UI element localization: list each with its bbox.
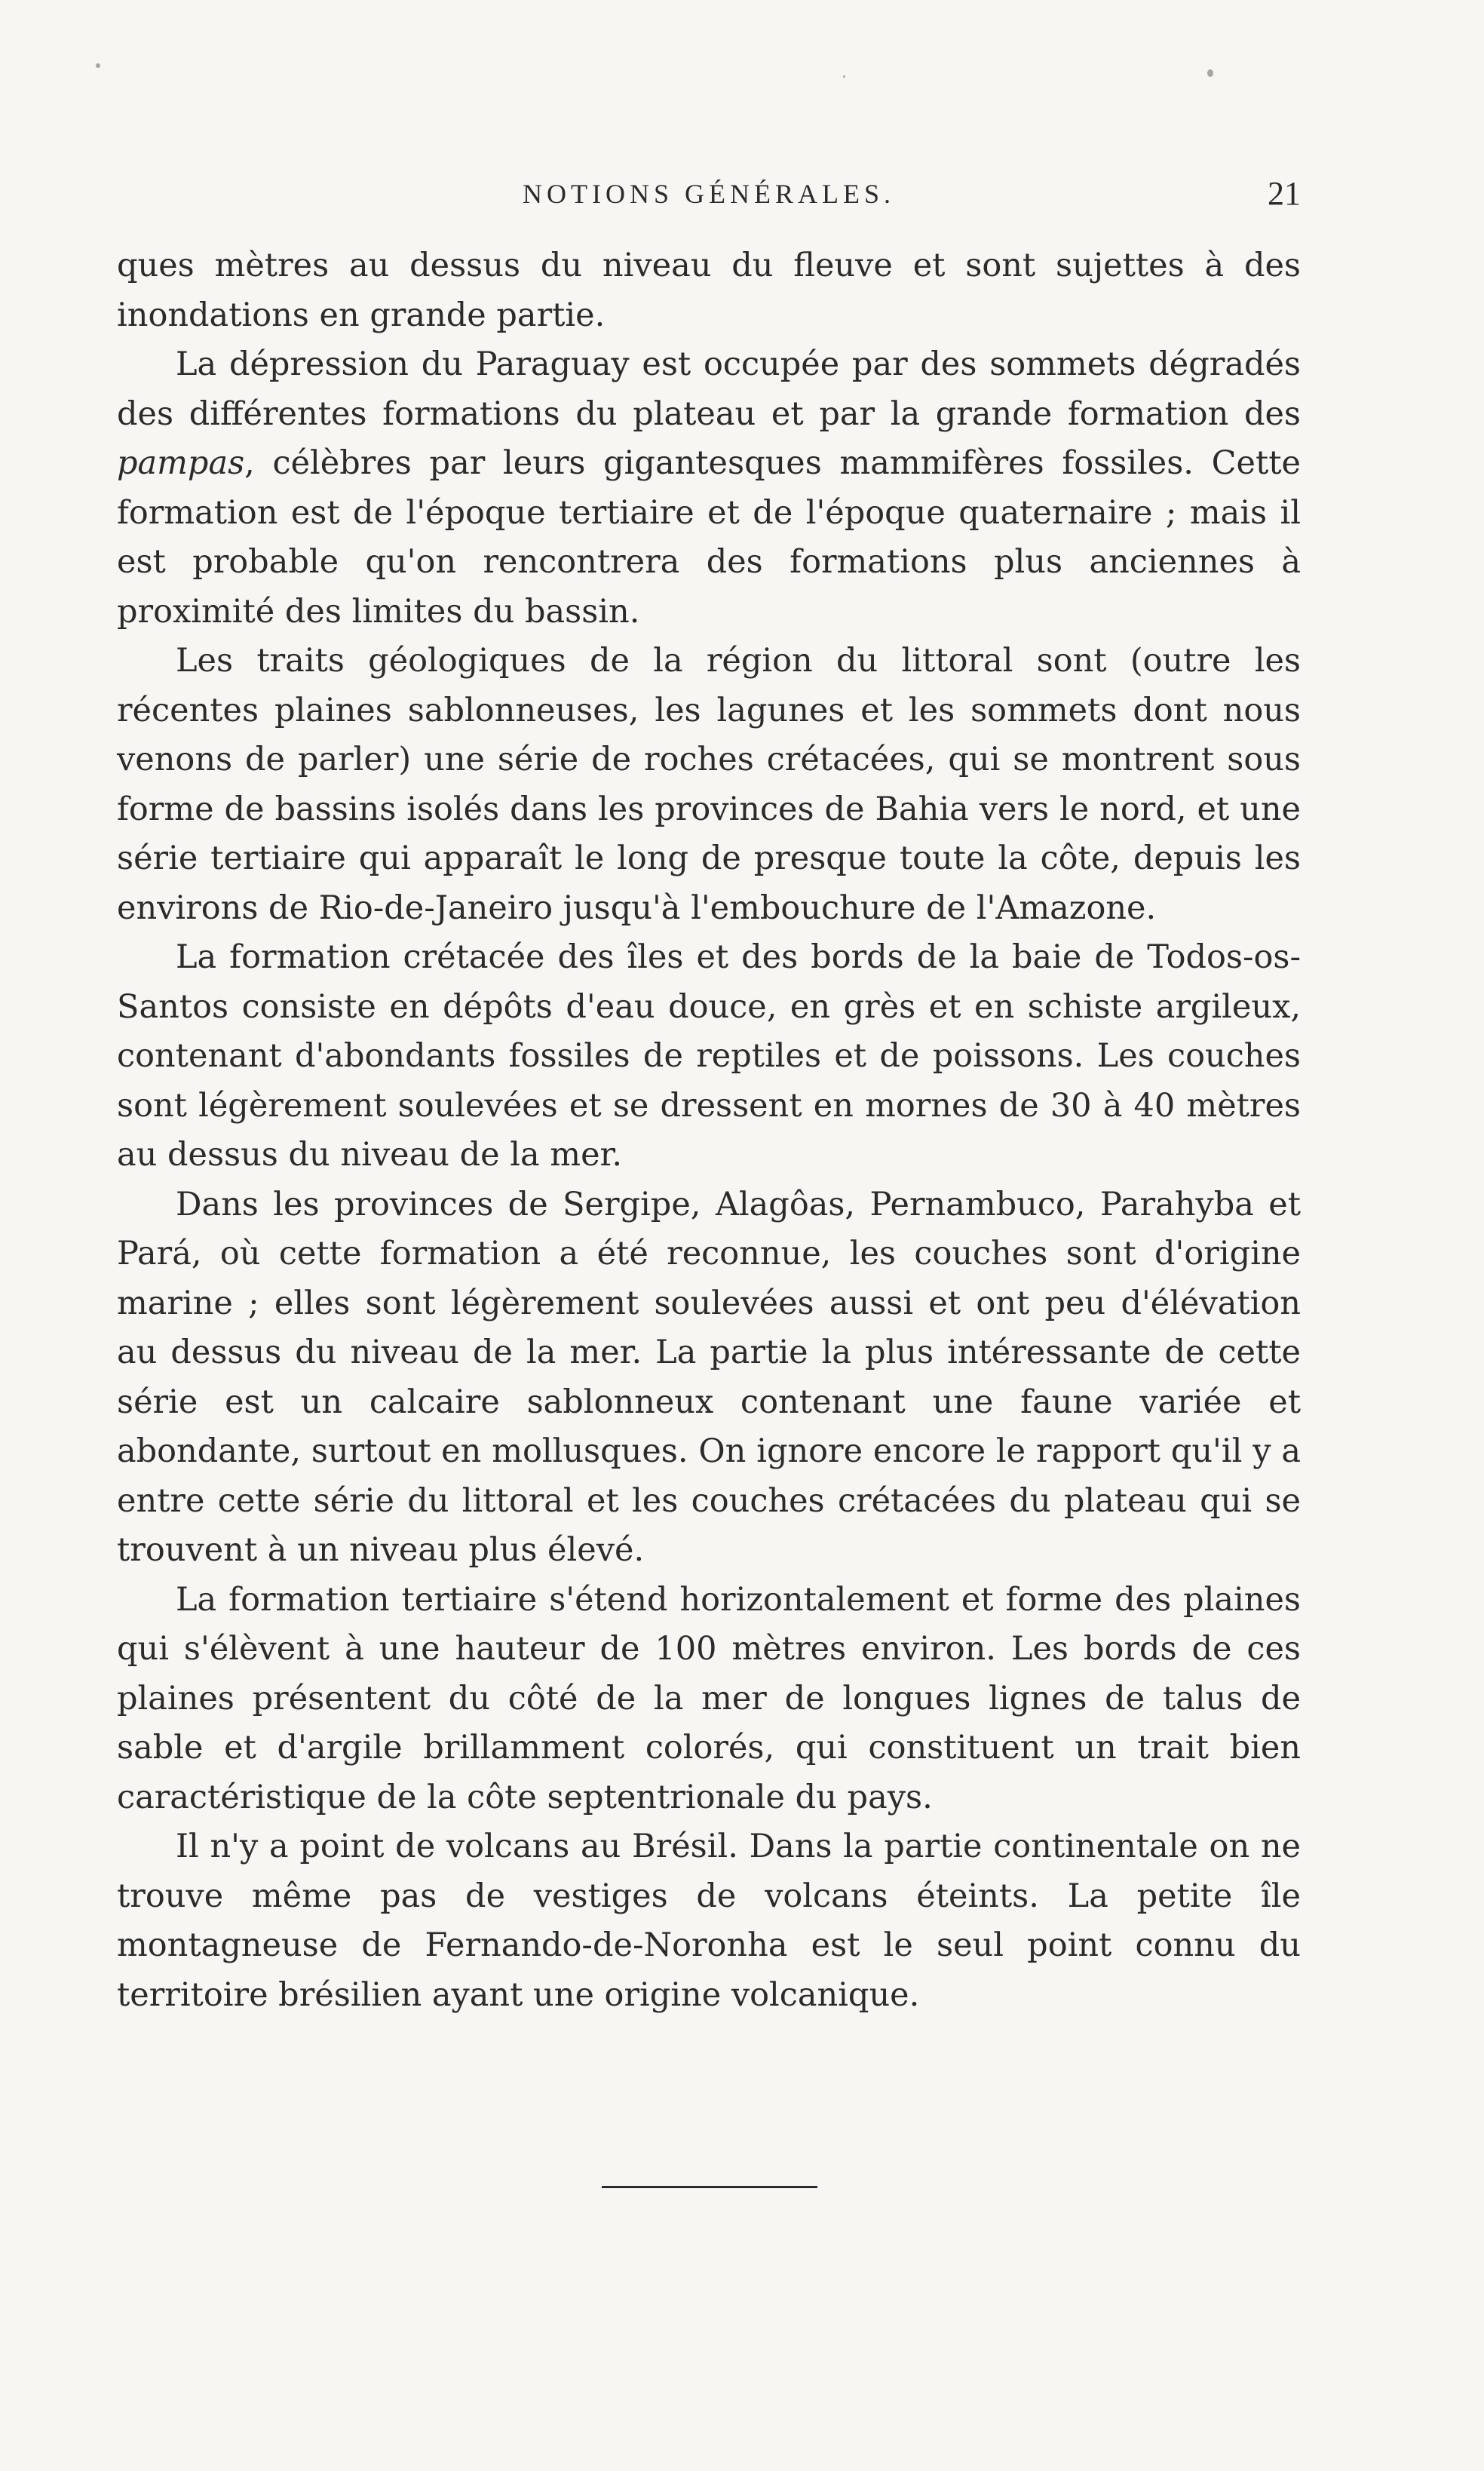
body-text: [117, 241, 1301, 2020]
page-number: 21: [1268, 175, 1301, 212]
paragraph-text: Dans les provinces de Sergipe, Alagôas, Pernambuco, Parahyba et Pará, où cette formation a été reconnue, les couches sont d'origine marine ; elles sont légèrement soulevées aussi et ont peu d'élévation au dessus du niveau de la mer. La partie la plus intéressante de cette série est un calcaire sablonneux contenant une faune variée et abondante, surtout en mollusques. On ignore encore le rapport qu'il y a entre cette série du littoral et les couches crétacées du plateau qui se trouvent à un niveau plus élevé.: [117, 1185, 1301, 1569]
paragraph-todos-os-santos: [117, 933, 1301, 1180]
paragraph-text: , célèbres par leurs gigantesques mammifères fossiles. Cette formation est de l'époque tertiaire et de l'époque quaternaire ; mais il est probable qu'on rencontrera des formations plus anciennes à proximité des limites du bassin.: [117, 444, 1301, 631]
ink-speck: [843, 75, 845, 78]
paragraph-paraguay: [117, 340, 1301, 637]
paragraph-provinces: [117, 1180, 1301, 1576]
paragraph-text: Les traits géologiques de la région du littoral sont (outre les récentes plaines sablonneuses, les lagunes et les sommets dont nous venons de parler) une série de roches crétacées, qui se montrent sous forme de bassins isolés dans les provinces de Bahia vers le nord, et une série tertiaire qui apparaît le long de presque toute la côte, depuis les environs de Rio-de-Janeiro jusqu'à l'embouchure de l'Amazone.: [117, 642, 1301, 927]
paragraph-text: ques mètres au dessus du niveau du fleuve et sont sujettes à des inondations en grande partie.: [117, 247, 1301, 334]
paragraph-tertiary: [117, 1576, 1301, 1823]
paragraph-text: La formation tertiaire s'étend horizontalement et forme des plaines qui s'élèvent à une hauteur de 100 mètres environ. Les bords de ces plaines présentent du côté de la mer de longues lignes de talus de sable et d'argile brillamment colorés, qui constituent un trait bien caractéristique de la côte septentrionale du pays.: [117, 1580, 1301, 1816]
ink-speck: [1207, 69, 1213, 77]
paragraph-text: La formation crétacée des îles et des bords de la baie de Todos-os-Santos consiste en dépôts d'eau douce, en grès et en schiste argileux, contenant d'abondants fossiles de reptiles et de poissons. Les couches sont légèrement soulevées et se dressent en mornes de 30 à 40 mètres au dessus du niveau de la mer.: [117, 938, 1301, 1174]
italic-term: pampas: [117, 444, 245, 482]
section-end-rule: [602, 2186, 817, 2188]
paragraph-text: La dépression du Paraguay est occupée par des sommets dégradés des différentes formations du plateau et par la grande formation des: [117, 345, 1301, 433]
paragraph-text: Il n'y a point de volcans au Brésil. Dans la partie continentale on ne trouve même pas de vestiges de volcans éteints. La petite île montagneuse de Fernando-de-Noronha est le seul point connu du territoire brésilien ayant une origine volcanique.: [117, 1828, 1301, 2014]
paragraph-continuation: [117, 241, 1301, 340]
paragraph-volcans: [117, 1822, 1301, 2020]
paragraph-littoral: [117, 637, 1301, 933]
running-header: [117, 167, 1301, 220]
ink-speck: [96, 63, 100, 68]
running-title: NOTIONS GÉNÉRALES.: [523, 179, 895, 209]
